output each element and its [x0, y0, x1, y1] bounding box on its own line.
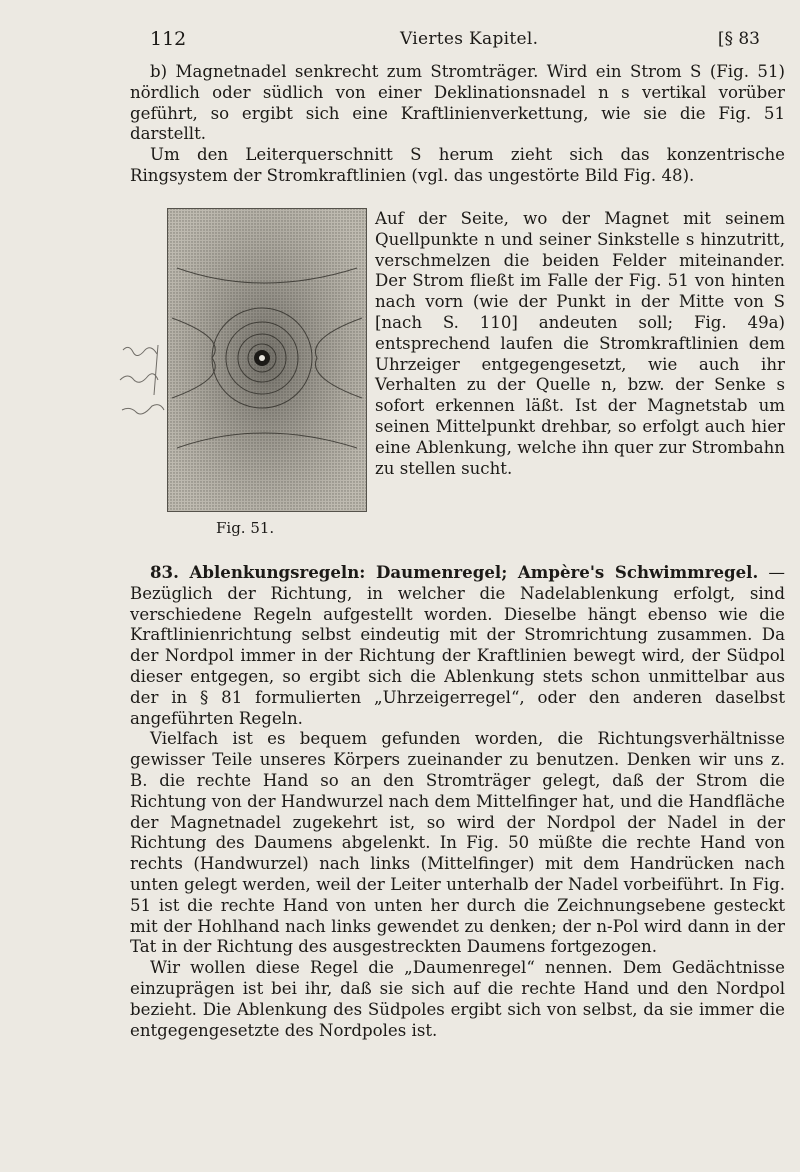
- section-83-paragraph: [130, 562, 785, 729]
- intro-paragraph: [130, 62, 785, 187]
- paragraph-leiterquerschnitt: Um den Leiterquerschnitt S herum zieht sich das konzentrische Ringsystem der Stromkraftlinien (vgl. das ungestörte Bild Fig. 48).: [130, 145, 785, 185]
- section-marker: [§ 83: [717, 29, 760, 49]
- paragraph-feld-verschmelzung: Auf der Seite, wo der Magnet mit seinem Quellpunkte n und seiner Sinkstelle s hinzutritt, verschmelzen die beiden Felder miteinander. Der Strom fließt im Falle der Fig. 51 von hinten nach vorn (wie der Punkt in der Mitte von S [nach S. 110] andeuten soll; Fig. 49a) entsprechend laufen die Stromkraftlinien dem Uhrzeiger entgegengesetzt, wie auch ihr Verhalten zu der Quelle n, bzw. der Senke s sofort erkennen läßt. Ist der Magnetstab um seinen Mittelpunkt drehbar, so erfolgt auch hier eine Ablenkung, welche ihn quer zur Strombahn zu stellen sucht.: [375, 209, 785, 478]
- figure-51-field-lines: [167, 208, 367, 512]
- section-83-body: — Bezüglich der Richtung, in welcher die Nadelablenkung erfolgt, sind verschiedene Regeln aufgestellt worden. Dieselbe hängt ebenso wie die Kraftlinienrichtung selbst eindeutig mit der Stromrichtung zusammen. Da der Nordpol immer in der Richtung der Kraftlinien bewegt wird, der Südpol dieser entgegen, so ergibt sich die Ablenkung stets schon unmittelbar aus der in § 81 formulierten „Uhrzeigerregel“, oder den anderen daselbst angeführten Regeln.: [130, 563, 785, 728]
- paragraph-magnetnadel: b) Magnetnadel senkrecht zum Stromträger. Wird ein Strom S (Fig. 51) nördlich oder südlich von einer Deklinationsnadel n s vertikal vorüber geführt, so ergibt sich eine Kraftlinienverkettung, wie sie die Fig. 51 darstellt.: [130, 62, 785, 144]
- running-header: [150, 28, 760, 52]
- handwritten-margin-note: [118, 340, 178, 460]
- side-paragraph: [375, 209, 785, 479]
- figure-caption: Fig. 51.: [216, 519, 275, 537]
- page-number: 112: [150, 28, 187, 50]
- section-83: [130, 562, 785, 1041]
- field-lines-illustration: [167, 208, 367, 512]
- section-83-heading: 83. Ablenkungsregeln: Daumenregel; Ampère's Schwimmregel.: [150, 562, 759, 582]
- paragraph-daumenregel: Wir wollen diese Regel die „Daumenregel“ nennen. Dem Gedächtnisse einzuprägen ist bei ihr, daß sie sich auf die rechte Hand und den Nordpol bezieht. Die Ablenkung des Südpoles ergibt sich von selbst, da sie immer die entgegengesetzte des Nordpoles ist.: [130, 958, 785, 1040]
- paragraph-richtungsverhaeltnisse: Vielfach ist es bequem gefunden worden, die Richtungsverhältnisse gewisser Teile unseres Körpers zueinander zu benutzen. Denken wir uns z. B. die rechte Hand so an den Stromträger gelegt, daß der Strom die Richtung von der Handwurzel nach dem Mittelfinger hat, und die Handfläche der Magnetnadel zugekehrt ist, so wird der Nordpol der Nadel in der Richtung des Daumens abgelenkt. In Fig. 50 müßte die rechte Hand von rechts (Handwurzel) nach links (Mittelfinger) mit dem Handrücken nach unten gelegt werden, weil der Leiter unterhalb der Nadel vorbeiführt. In Fig. 51 ist die rechte Hand von unten her durch die Zeichnungsebene gesteckt mit der Hohlhand nach links gewendet zu denken; der n-Pol wird dann in der Tat in der Richtung des ausgestreckten Daumens fortgezogen.: [130, 729, 785, 957]
- chapter-title: Viertes Kapitel.: [400, 29, 539, 49]
